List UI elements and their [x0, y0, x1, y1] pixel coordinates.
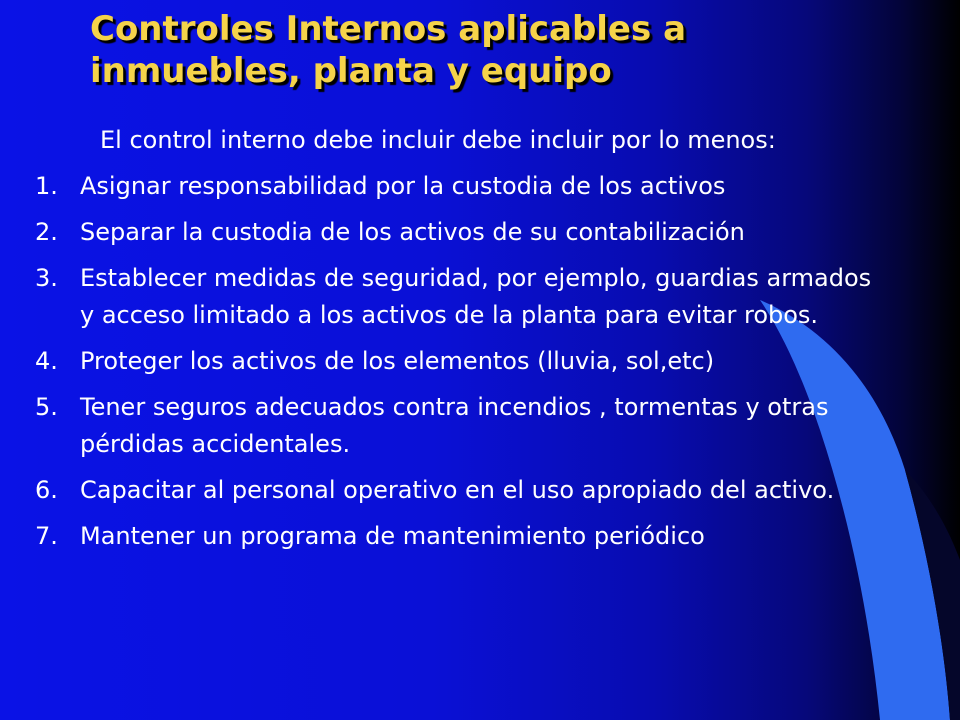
list-item-number: 5.: [35, 393, 58, 421]
list-item: [32, 518, 892, 555]
list-item: [32, 472, 892, 509]
list-item-text: Mantener un programa de mantenimiento periódico: [80, 522, 705, 550]
list-item: [32, 389, 892, 463]
list-item-number: 4.: [35, 347, 58, 375]
list-item-number: 7.: [35, 522, 58, 550]
intro-text: El control interno debe incluir debe incluir por lo menos:: [100, 126, 776, 154]
list-item: [32, 260, 892, 334]
list-item-number: 2.: [35, 218, 58, 246]
list-item-number: 1.: [35, 172, 58, 200]
list-item-text: Proteger los activos de los elementos (lluvia, sol,etc): [80, 347, 715, 375]
controls-list: [32, 168, 892, 564]
slide-title: [90, 8, 910, 92]
list-item: [32, 343, 892, 380]
list-item-text: Tener seguros adecuados contra incendios , tormentas y otras pérdidas accidentales.: [80, 393, 829, 458]
slide-title-line-2: inmuebles, planta y equipo: [90, 51, 612, 91]
list-item-number: 3.: [35, 264, 58, 292]
list-item-text: Separar la custodia de los activos de su contabilización: [80, 218, 745, 246]
slide-title-line-1: Controles Internos aplicables a: [90, 9, 687, 49]
list-item: [32, 214, 892, 251]
list-item-number: 6.: [35, 476, 58, 504]
list-item-text: Establecer medidas de seguridad, por ejemplo, guardias armados y acceso limitado a los activos de la planta para evitar robos.: [80, 264, 872, 329]
list-item-text: Asignar responsabilidad por la custodia de los activos: [80, 172, 726, 200]
list-item-text: Capacitar al personal operativo en el uso apropiado del activo.: [80, 476, 835, 504]
list-item: [32, 168, 892, 205]
